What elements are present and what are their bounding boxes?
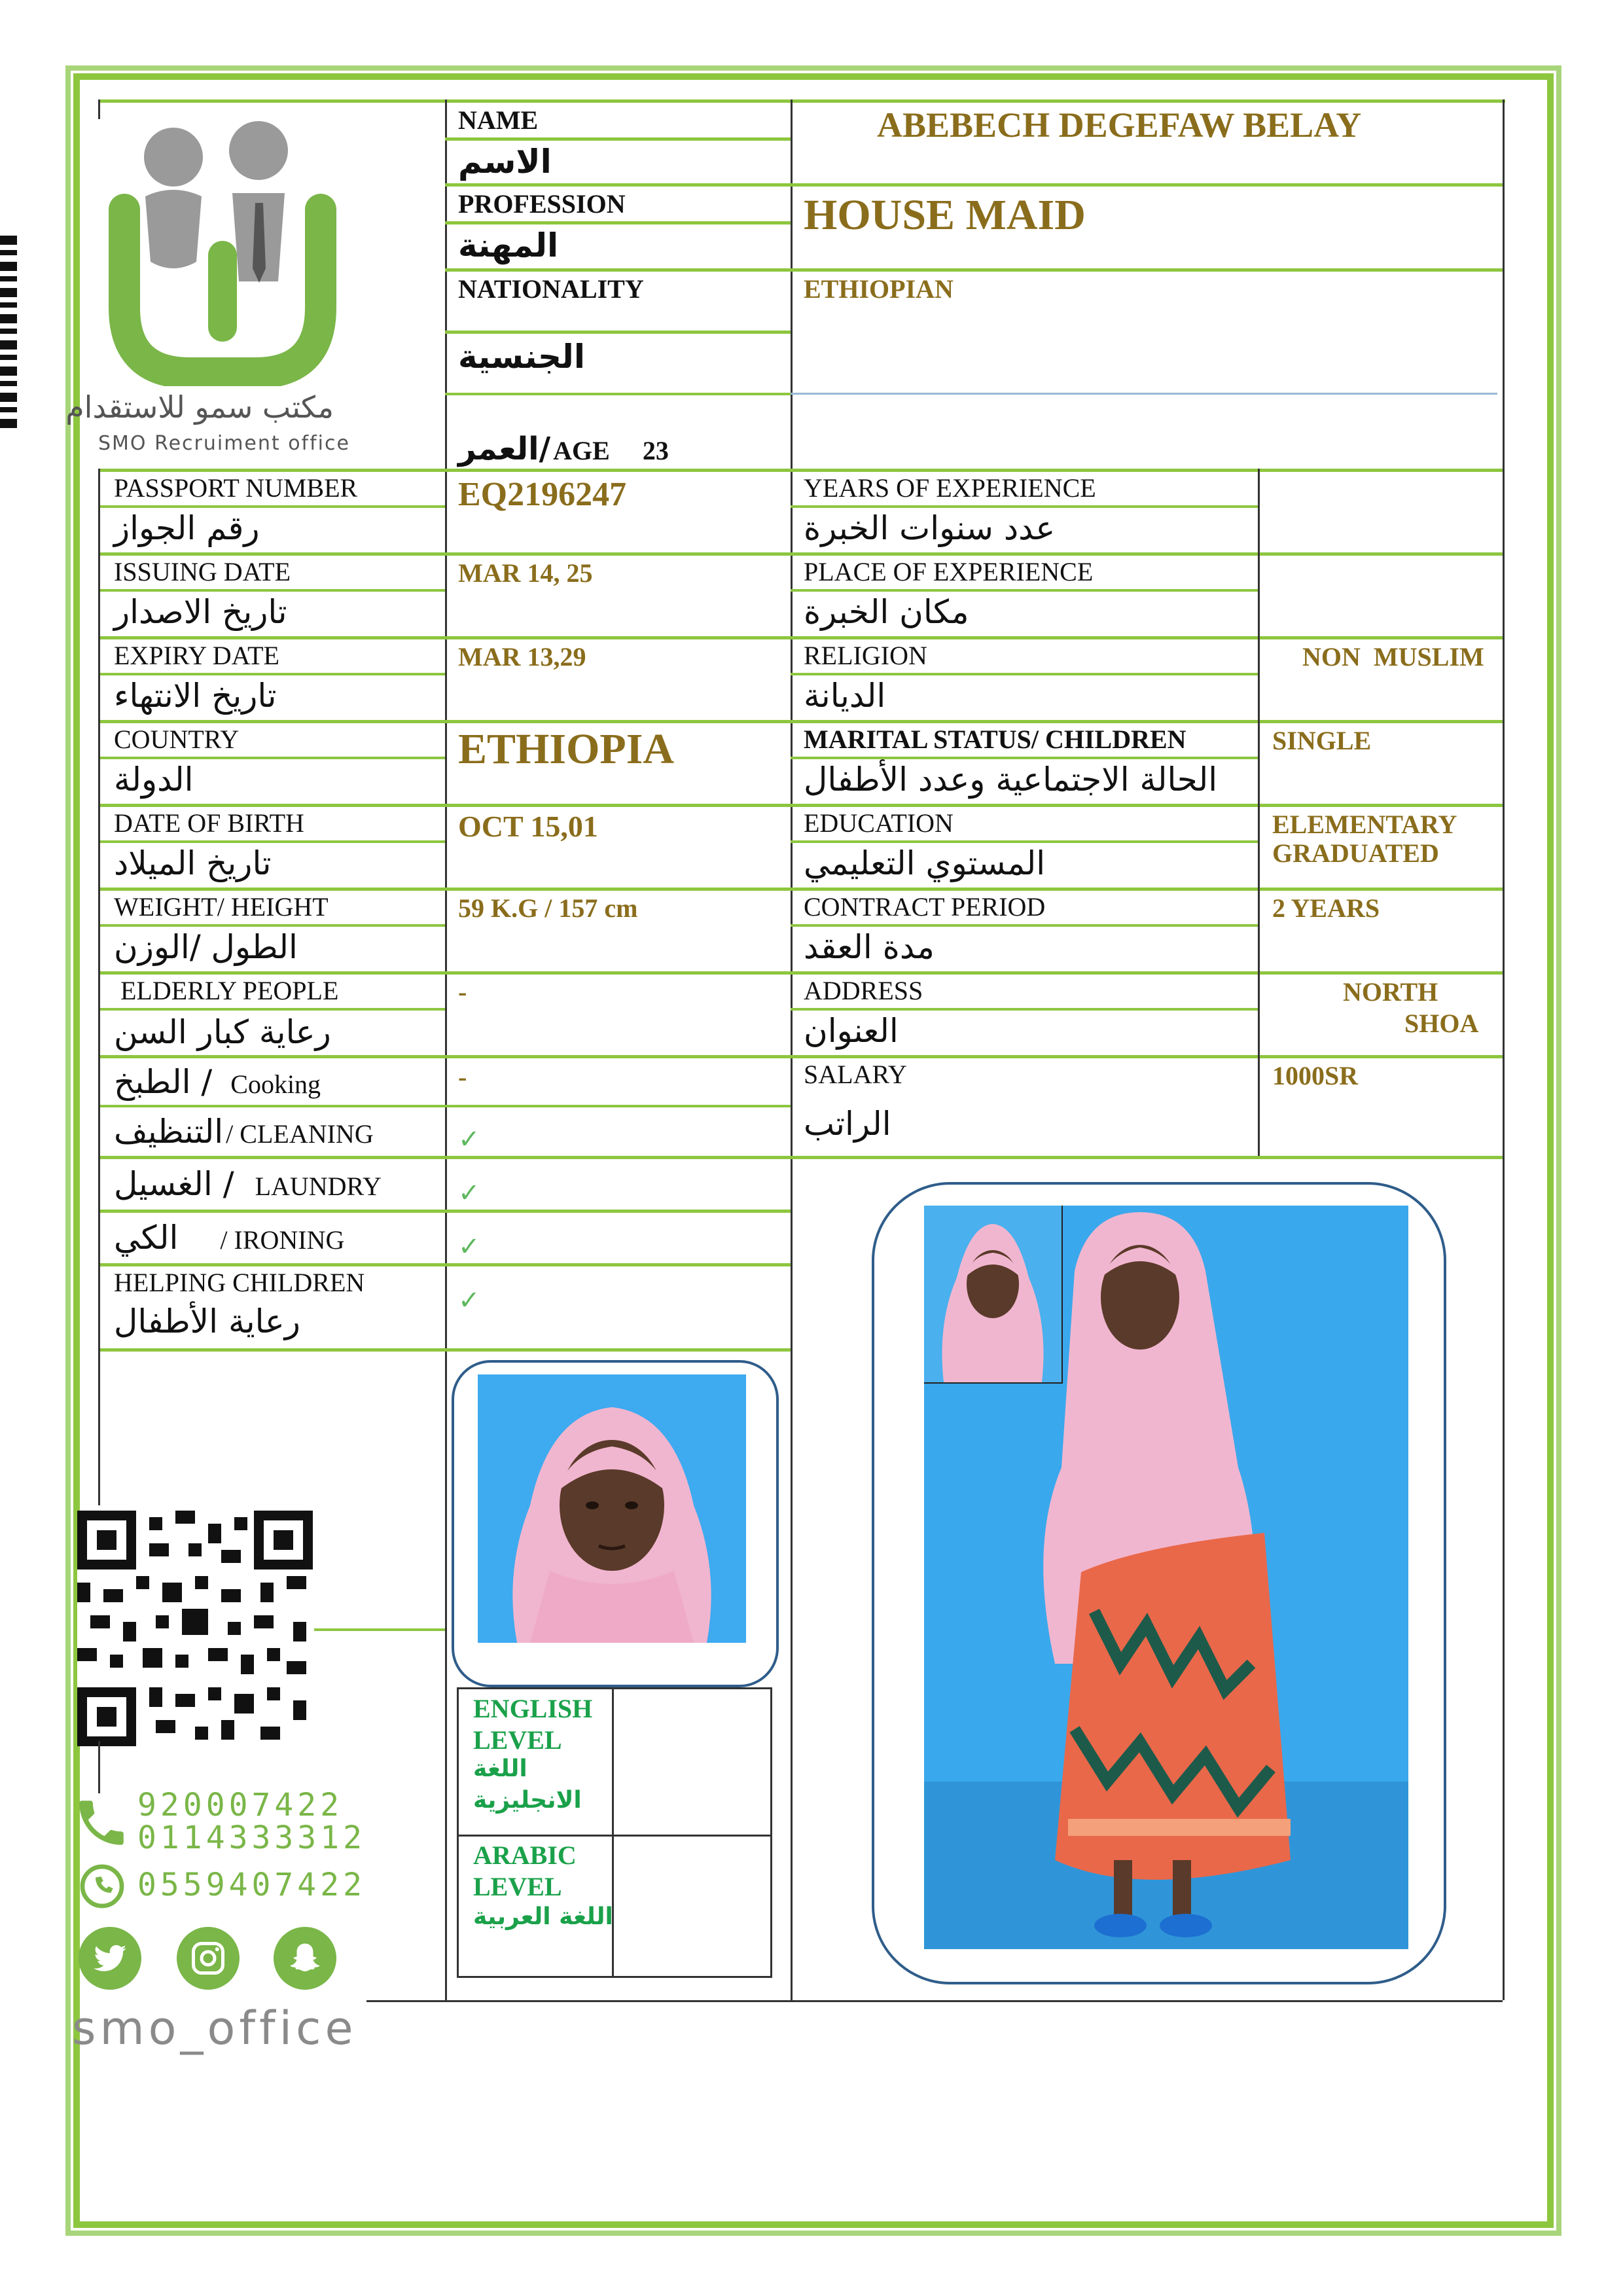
english-level-label-1: ENGLISH <box>473 1694 593 1723</box>
arabic-level-label-1: ARABIC <box>473 1840 577 1870</box>
ironing-label <box>114 1219 344 1257</box>
ironing-label-ar: الكي <box>114 1219 179 1257</box>
grid-line <box>791 99 793 2000</box>
marital-status-label: MARITAL STATUS/ CHILDREN <box>804 725 1186 754</box>
salary-value: 1000SR <box>1272 1061 1359 1090</box>
grid-line <box>98 469 1503 472</box>
nationality-label: NATIONALITY <box>458 274 644 304</box>
education-value-2: GRADUATED <box>1272 838 1439 868</box>
laundry-label <box>114 1165 382 1203</box>
grid-line <box>98 99 100 119</box>
salary-label: SALARY <box>804 1060 907 1089</box>
grid-line <box>791 840 1258 843</box>
issuing-date-label-ar: تاريخ الاصدار <box>114 593 287 631</box>
grid-line <box>98 673 445 675</box>
small-portrait-inset <box>924 1206 1063 1384</box>
education-value: ELEMENTARY <box>1272 810 1457 839</box>
social-handle: smo_office <box>72 2001 357 2055</box>
grid-line <box>98 924 445 927</box>
passport-number-label: PASSPORT NUMBER <box>114 473 358 503</box>
grid-line <box>98 1741 100 1793</box>
elderly-people-label: ELDERLY PEOPLE <box>120 976 339 1005</box>
phone-number-2: 0114333312 <box>137 1820 366 1856</box>
grid-line <box>98 1348 791 1352</box>
country-label-ar: الدولة <box>114 761 194 798</box>
candidate-name: ABEBECH DEGEFAW BELAY <box>877 105 1362 145</box>
country-value: ETHIOPIA <box>458 725 675 773</box>
grid-line <box>98 971 1503 975</box>
name-label: NAME <box>458 105 539 135</box>
phone-icon <box>72 1793 131 1856</box>
english-level-label-2: LEVEL <box>473 1725 562 1755</box>
cleaning-label-ar: التنظيف <box>114 1113 224 1151</box>
age-line <box>458 431 669 467</box>
logo-english-name: SMO Recruiment office <box>98 432 350 455</box>
address-label-ar: العنوان <box>804 1012 899 1050</box>
place-of-experience-label: PLACE OF EXPERIENCE <box>804 557 1094 586</box>
logo <box>65 111 350 465</box>
grid-line <box>791 589 1258 592</box>
cooking-label-ar: الطبخ / <box>114 1063 213 1101</box>
religion-label: RELIGION <box>804 641 927 670</box>
qr-code-icon <box>77 1511 313 1746</box>
laundry-label-en: LAUNDRY <box>255 1172 382 1201</box>
salary-label-ar: الراتب <box>804 1105 891 1143</box>
grid-line <box>98 552 1503 556</box>
contract-period-value: 2 YEARS <box>1272 893 1380 923</box>
expiry-date-label: EXPIRY DATE <box>114 641 279 670</box>
education-label: EDUCATION <box>804 808 954 838</box>
grid-line <box>791 393 1497 395</box>
snapchat-icon <box>274 1927 336 1990</box>
whatsapp-number: 0559407422 <box>137 1867 366 1903</box>
grid-line <box>98 99 1505 103</box>
logo-mark-icon <box>98 111 347 386</box>
grid-line <box>445 393 791 395</box>
country-label: COUNTRY <box>114 725 240 754</box>
age-value: 23 <box>642 436 669 465</box>
contract-period-label-ar: مدة العقد <box>804 928 935 966</box>
marital-status-value: SINGLE <box>1272 726 1372 755</box>
side-qr-strip <box>0 236 17 432</box>
grid-line <box>98 505 445 508</box>
expiry-date-label-ar: تاريخ الانتهاء <box>114 677 277 715</box>
full-body-photo <box>924 1206 1408 1949</box>
person-portrait-icon <box>478 1374 746 1643</box>
cooking-label <box>114 1063 321 1101</box>
grid-line <box>98 757 445 759</box>
name-label-ar: الاسم <box>458 143 552 181</box>
cooking-label-en: Cooking <box>230 1069 321 1099</box>
ironing-label-en: / IRONING <box>220 1225 345 1255</box>
profession-label: PROFESSION <box>458 189 626 219</box>
grid-line <box>366 2000 1503 2002</box>
qr-code <box>77 1511 313 1746</box>
grid-line <box>1258 469 1260 1156</box>
english-level-label-ar2: الانجليزية <box>473 1787 582 1814</box>
date-of-birth-value: OCT 15,01 <box>458 810 598 843</box>
grid-line <box>98 840 445 843</box>
issuing-date-label: ISSUING DATE <box>114 557 291 586</box>
expiry-date-value: MAR 13,29 <box>458 642 586 672</box>
elderly-people-label-ar: رعاية كبار السن <box>114 1013 331 1051</box>
place-of-experience-label-ar: مكان الخبرة <box>804 593 969 631</box>
years-of-experience-label-ar: عدد سنوات الخبرة <box>804 509 1056 547</box>
age-label: AGE <box>553 436 610 465</box>
ironing-check-icon: ✓ <box>458 1232 480 1262</box>
grid-line <box>791 1008 1258 1011</box>
laundry-check-icon: ✓ <box>458 1178 480 1208</box>
passport-number-label-ar: رقم الجواز <box>114 509 260 547</box>
religion-value: NON MUSLIM <box>1302 642 1484 672</box>
logo-arabic-name: مكتب سمو للاستقدام <box>65 389 334 425</box>
helping-children-label: HELPING CHILDREN <box>114 1268 365 1297</box>
arabic-level-label-ar: اللغة العربية <box>473 1903 613 1930</box>
english-level-label-ar1: اللغة <box>473 1755 527 1782</box>
grid-line <box>98 1263 791 1266</box>
religion-label-ar: الديانة <box>804 677 886 715</box>
contract-period-label: CONTRACT PERIOD <box>804 892 1046 922</box>
grid-line <box>98 636 1503 639</box>
grid-line <box>445 99 447 2000</box>
grid-line <box>98 1055 1503 1058</box>
person-portrait-icon <box>924 1206 1061 1382</box>
passport-number-value: EQ2196247 <box>458 476 627 513</box>
profession-label-ar: المهنة <box>458 226 559 264</box>
cleaning-label <box>114 1113 374 1151</box>
grid-line <box>98 589 445 592</box>
grid-line <box>98 888 1503 891</box>
grid-line <box>1503 99 1505 2000</box>
grid-line <box>612 1689 614 1976</box>
grid-line <box>98 804 1503 807</box>
weight-height-label-ar: الطول /الوزن <box>114 928 298 966</box>
portrait-photo <box>478 1374 746 1643</box>
grid-line <box>98 1156 1503 1159</box>
arabic-level-label-2: LEVEL <box>473 1872 562 1901</box>
cleaning-check-icon: ✓ <box>458 1124 480 1155</box>
date-of-birth-label-ar: تاريخ الميلاد <box>114 844 272 882</box>
grid-line <box>445 268 1503 272</box>
age-label-ar: العمر/ <box>458 431 551 467</box>
years-of-experience-label: YEARS OF EXPERIENCE <box>804 473 1096 503</box>
twitter-icon <box>79 1927 141 1990</box>
grid-line <box>98 469 100 1348</box>
phone-number-1: 920007422 <box>137 1787 344 1823</box>
date-of-birth-label: DATE OF BIRTH <box>114 808 304 838</box>
whatsapp-icon <box>76 1860 128 1916</box>
cleaning-label-en: / CLEANING <box>226 1119 374 1149</box>
grid-line <box>445 331 791 334</box>
marital-status-label-ar: الحالة الاجتماعية وعدد الأطفال <box>804 761 1218 798</box>
weight-height-value: 59 K.G / 157 cm <box>458 893 638 923</box>
grid-line <box>98 1105 791 1107</box>
address-value-2: SHOA <box>1404 1009 1479 1038</box>
grid-line <box>791 505 1258 508</box>
grid-line <box>445 221 791 224</box>
helping-children-label-ar: رعاية الأطفال <box>114 1302 300 1340</box>
education-label-ar: المستوي التعليمي <box>804 844 1046 882</box>
grid-line <box>98 1008 445 1011</box>
profession-value: HOUSE MAID <box>804 191 1086 239</box>
grid-line <box>98 1210 791 1213</box>
grid-line <box>98 720 1503 723</box>
grid-line <box>445 183 1503 187</box>
address-label: ADDRESS <box>804 976 923 1005</box>
cooking-value: - <box>458 1062 467 1092</box>
grid-line <box>314 1628 445 1631</box>
address-value: NORTH <box>1343 977 1438 1007</box>
language-table <box>457 1687 772 1978</box>
helping-children-check-icon: ✓ <box>458 1285 480 1316</box>
elderly-people-value: - <box>458 977 467 1007</box>
issuing-date-value: MAR 14, 25 <box>458 558 593 588</box>
instagram-icon <box>177 1927 240 1990</box>
grid-line <box>445 137 791 141</box>
nationality-value: ETHIOPIAN <box>804 274 954 304</box>
grid-line <box>459 1835 770 1837</box>
grid-line <box>98 1348 100 1505</box>
grid-line <box>791 757 1258 759</box>
weight-height-label: WEIGHT/ HEIGHT <box>114 892 329 922</box>
grid-line <box>791 673 1258 675</box>
laundry-label-ar: الغسيل / <box>114 1165 234 1203</box>
grid-line <box>791 924 1258 927</box>
nationality-label-ar: الجنسية <box>458 338 585 376</box>
